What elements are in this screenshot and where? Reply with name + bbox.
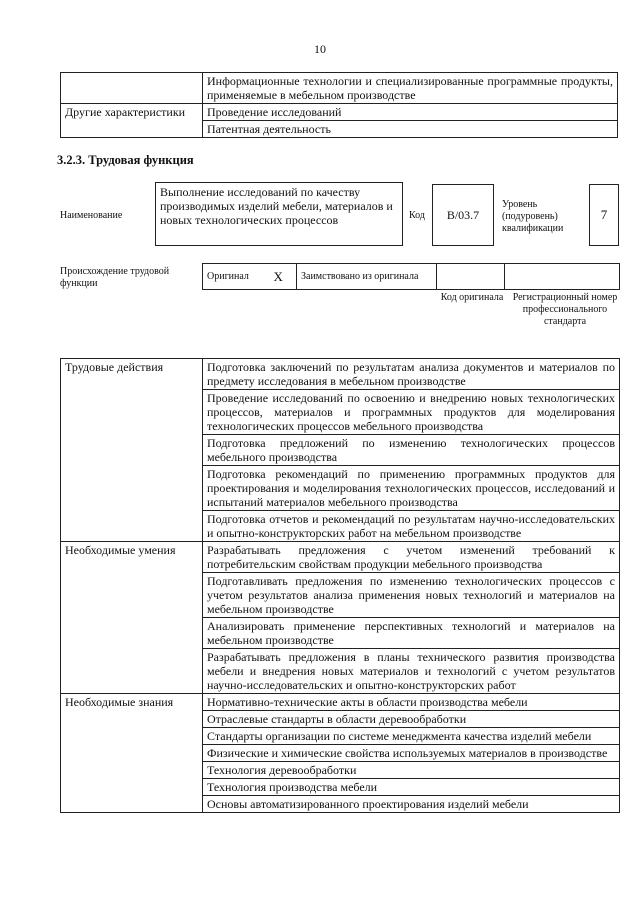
registration-number-cell (505, 264, 620, 290)
level-value-box (589, 184, 619, 246)
table-row (61, 542, 620, 573)
item-text: Технология деревообработки (203, 762, 620, 779)
level-label: Уровень (подуровень) квалификации (502, 199, 564, 234)
code-caption: Код оригинала (440, 292, 504, 303)
item-text: Разрабатывать предложения в планы технического развития производства мебели и внедрения новых материалов и технологий с учетом результатов научно-исследовательских и опытно-конструкторских работ (203, 649, 620, 694)
name-value: Выполнение исследований по качеству производимых изделий мебели, материалов и новых технологических процессов (160, 185, 393, 227)
item-text: Разрабатывать предложения с учетом изменений требований к потребительским свойствам продукции мебельного производства (203, 542, 620, 573)
original-code-cell (437, 264, 505, 290)
item-text: Технология производства мебели (203, 779, 620, 796)
registration-caption: Регистрационный номер профессионального стандарта (512, 292, 618, 327)
item-text: Подготовка предложений по изменению технологических процессов мебельного производства (203, 435, 620, 466)
group-label: Необходимые знания (61, 694, 203, 813)
item-text: Анализировать применение перспективных технологий и материалов на мебельном производстве (203, 618, 620, 649)
item-text: Проведение исследований по освоению и внедрению новых технологических процессов, материалов и программных продуктов для моделирования технологических процессов мебельного производства (203, 390, 620, 435)
other-characteristics-table (60, 72, 618, 138)
item-text: Подготовка рекомендаций по применению программных продуктов для проектирования и моделирования технологических процессов, исследований и испытаний материалов мебельного производства (203, 466, 620, 511)
item-text: Стандарты организации по системе менеджмента качества изделий мебели (203, 728, 620, 745)
table-row (61, 359, 620, 390)
row-text: Патентная деятельность (203, 121, 618, 138)
item-text: Основы автоматизированного проектирования изделий мебели (203, 796, 620, 813)
labor-function-table (60, 358, 620, 813)
row-text: Информационные технологии и специализированные программные продукты, применяемые в мебельном производстве (203, 73, 618, 104)
group-label: Трудовые действия (61, 359, 203, 542)
level-value: 7 (600, 207, 608, 222)
row-label (61, 121, 203, 138)
borrowed-label: Заимствовано из оригинала (297, 264, 437, 290)
item-text: Нормативно-технические акты в области производства мебели (203, 694, 620, 711)
table-row (61, 73, 618, 104)
item-text: Подготавливать предложения по изменению технологических процессов с учетом результатов анализа применения новых технологий и материалов на мебельном производстве (203, 573, 620, 618)
name-label: Наименование (60, 210, 123, 221)
item-text: Физические и химические свойства используемых материалов в производстве (203, 745, 620, 762)
table-row (61, 121, 618, 138)
group-label: Необходимые умения (61, 542, 203, 694)
original-mark: X (261, 264, 297, 290)
row-label: Другие характеристики (61, 104, 203, 121)
original-label: Оригинал (203, 264, 261, 290)
page-number: 10 (314, 42, 326, 56)
origin-table (202, 263, 620, 290)
code-label: Код (409, 210, 425, 221)
row-label (61, 73, 203, 104)
section-heading: 3.2.3. Трудовая функция (57, 153, 194, 167)
table-row (203, 264, 620, 290)
row-text: Проведение исследований (203, 104, 618, 121)
item-text: Отраслевые стандарты в области деревообработки (203, 711, 620, 728)
table-row (61, 104, 618, 121)
code-value: B/03.7 (446, 207, 480, 222)
code-value-box (432, 184, 494, 246)
origin-label: Происхождение трудовой функции (60, 266, 170, 289)
name-value-box (155, 182, 403, 246)
item-text: Подготовка заключений по результатам анализа документов и материалов по предмету исследования в мебельном производстве (203, 359, 620, 390)
table-row (61, 694, 620, 711)
item-text: Подготовка отчетов и рекомендаций по результатам научно-исследовательских и опытно-конструкторских работ на мебельном производстве (203, 511, 620, 542)
